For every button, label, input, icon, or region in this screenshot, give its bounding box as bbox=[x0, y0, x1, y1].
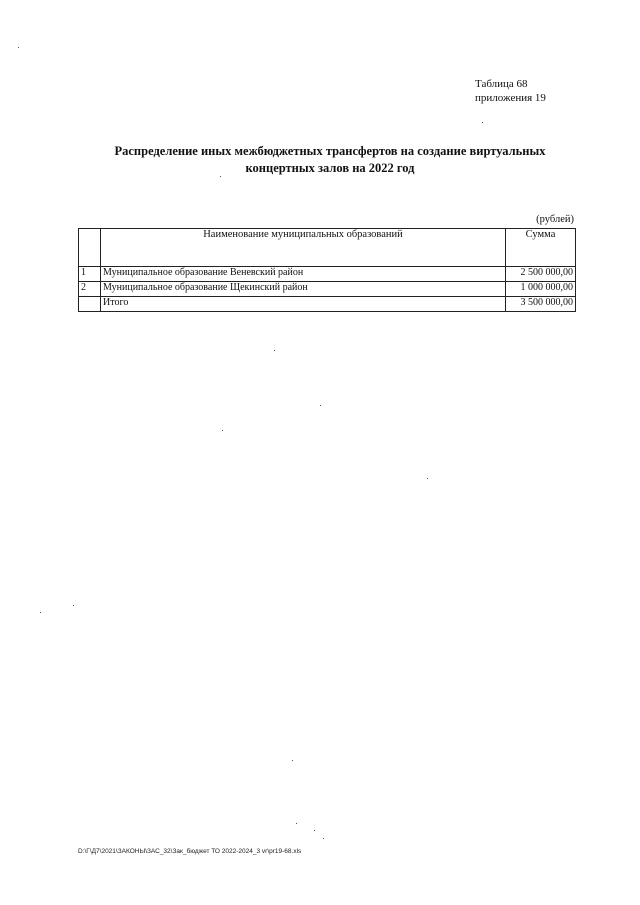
scan-speck bbox=[323, 838, 324, 839]
scan-speck bbox=[296, 823, 297, 824]
scan-speck bbox=[73, 605, 74, 606]
total-number-cell bbox=[79, 297, 101, 312]
table-total-row bbox=[79, 297, 576, 312]
document-title-line-1: Распределение иных межбюджетных трансфертов на создание виртуальных bbox=[114, 144, 546, 158]
row-municipality-name: Муниципальное образование Щекинский район bbox=[101, 282, 506, 297]
table-row bbox=[79, 267, 576, 282]
scan-speck bbox=[427, 478, 428, 479]
table-number-label: Таблица 68 bbox=[475, 78, 528, 90]
header-number bbox=[79, 229, 101, 267]
scan-speck bbox=[292, 760, 293, 761]
document-title-line-2: концертных залов на 2022 год bbox=[245, 161, 415, 175]
row-number: 2 bbox=[79, 282, 101, 297]
row-number: 1 bbox=[79, 267, 101, 282]
row-municipality-name: Муниципальное образование Веневский район bbox=[101, 267, 506, 282]
distribution-table bbox=[78, 228, 576, 312]
scan-speck bbox=[220, 176, 221, 177]
row-sum: 1 000 000,00 bbox=[506, 282, 576, 297]
table-header-row bbox=[79, 229, 576, 267]
header-right bbox=[475, 77, 546, 105]
document-title bbox=[90, 143, 570, 177]
scan-speck bbox=[18, 47, 19, 48]
total-label: Итого bbox=[101, 297, 506, 312]
row-sum: 2 500 000,00 bbox=[506, 267, 576, 282]
header-municipality-name: Наименование муниципальных образований bbox=[101, 229, 506, 267]
appendix-label: приложения 19 bbox=[475, 92, 546, 104]
unit-note: (рублей) bbox=[536, 214, 574, 225]
footer-file-path: D:\Г\Д7\2021\ЗАКОНЫ\ЗАС_32\Зак_бюджет ТО 2022-2024_3 vr\pr19-68.xls bbox=[78, 848, 302, 855]
scan-speck bbox=[482, 122, 483, 123]
total-sum: 3 500 000,00 bbox=[506, 297, 576, 312]
header-sum: Сумма bbox=[506, 229, 576, 267]
scan-speck bbox=[274, 350, 275, 351]
scan-speck bbox=[222, 430, 223, 431]
scan-speck bbox=[314, 830, 315, 831]
table-row bbox=[79, 282, 576, 297]
scan-speck bbox=[320, 405, 321, 406]
scan-speck bbox=[40, 612, 41, 613]
